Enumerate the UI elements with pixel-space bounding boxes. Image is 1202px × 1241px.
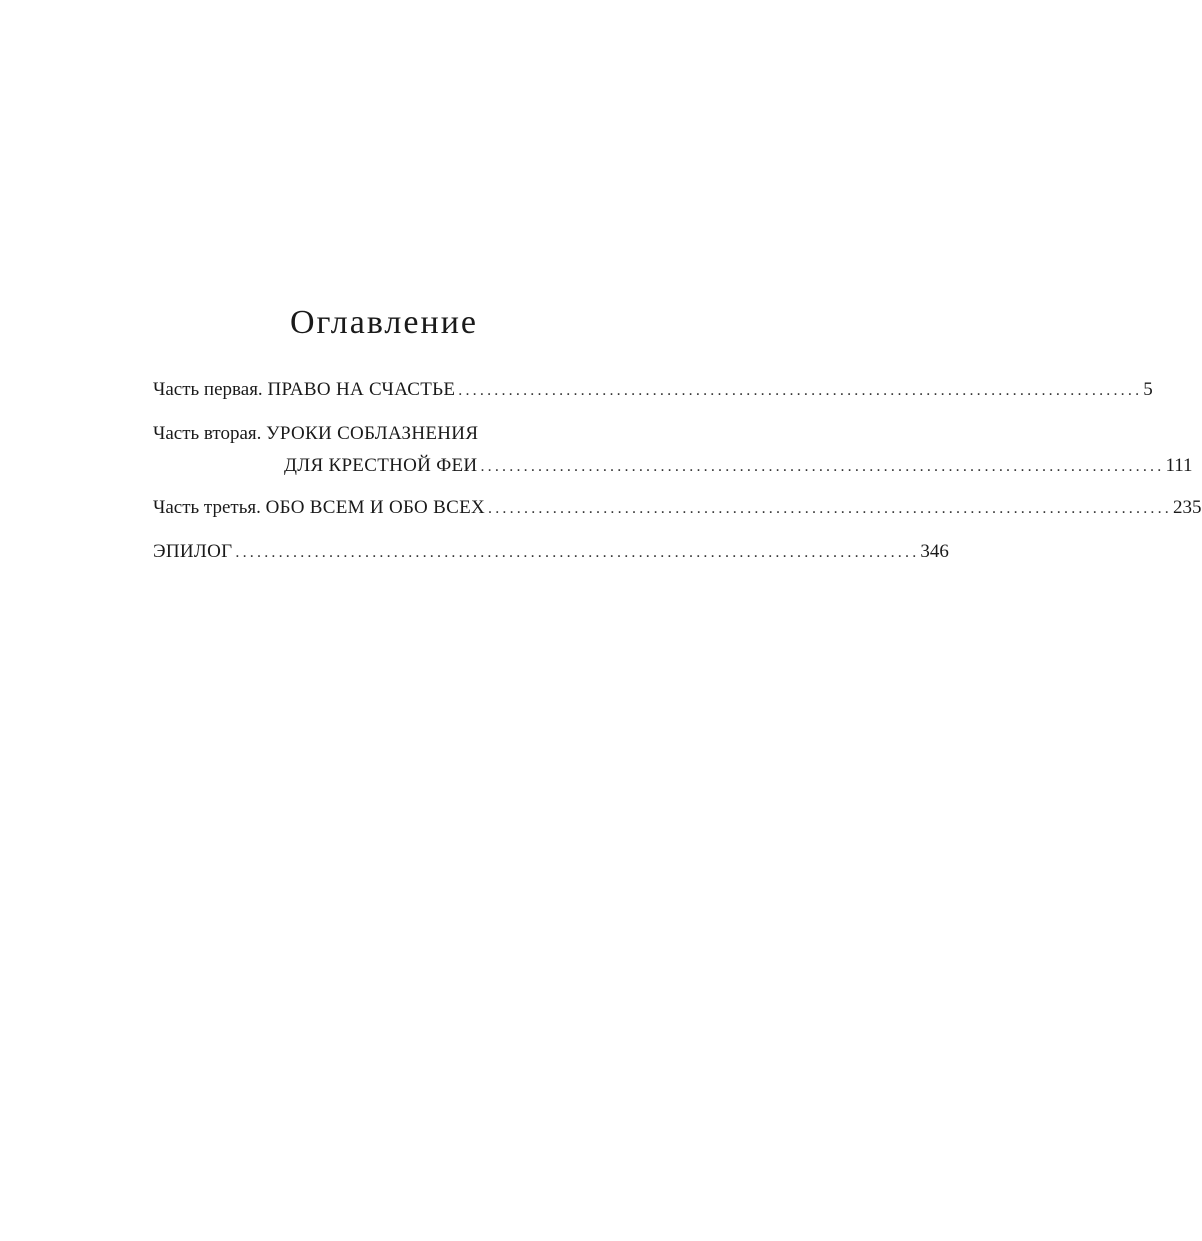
toc-entry-title: ЭПИЛОГ bbox=[153, 541, 233, 562]
toc-part-label: Часть вторая. bbox=[153, 423, 262, 444]
toc-entry-title: ОБО ВСЕМ И ОБО ВСЕХ bbox=[265, 497, 485, 518]
toc-page-number: 111 bbox=[1165, 455, 1193, 476]
toc-entry-part-2-line-2[interactable] bbox=[284, 452, 1193, 480]
toc-entry-part-3[interactable] bbox=[153, 494, 1202, 522]
toc-page-number: 235 bbox=[1173, 497, 1202, 518]
toc-page-number: 5 bbox=[1143, 379, 1153, 400]
toc-entry-title-continued: ДЛЯ КРЕСТНОЙ ФЕИ bbox=[284, 455, 478, 476]
toc-title: Оглавление bbox=[290, 304, 478, 341]
toc-part-label: Часть первая. bbox=[153, 379, 263, 400]
toc-entry-part-2-line-1[interactable] bbox=[153, 420, 669, 448]
toc-entry-label bbox=[153, 494, 485, 522]
toc-entry-title: УРОКИ СОБЛАЗНЕНИЯ bbox=[266, 423, 479, 444]
dot-leader: ............................................................................................... bbox=[480, 458, 1165, 475]
toc-entry-part-1[interactable] bbox=[153, 376, 1153, 404]
dot-leader: ............................................................................................... bbox=[488, 500, 1172, 517]
toc-entry-label bbox=[153, 420, 478, 448]
toc-entry-epilogue[interactable] bbox=[153, 538, 949, 566]
dot-leader: ............................................................................................... bbox=[235, 544, 920, 561]
toc-entry-label bbox=[153, 376, 455, 404]
toc-entry-title: ПРАВО НА СЧАСТЬЕ bbox=[267, 379, 456, 400]
toc-page-number: 346 bbox=[920, 541, 949, 562]
toc-part-label: Часть третья. bbox=[153, 497, 261, 518]
dot-leader: ............................................................................................... bbox=[458, 382, 1143, 399]
